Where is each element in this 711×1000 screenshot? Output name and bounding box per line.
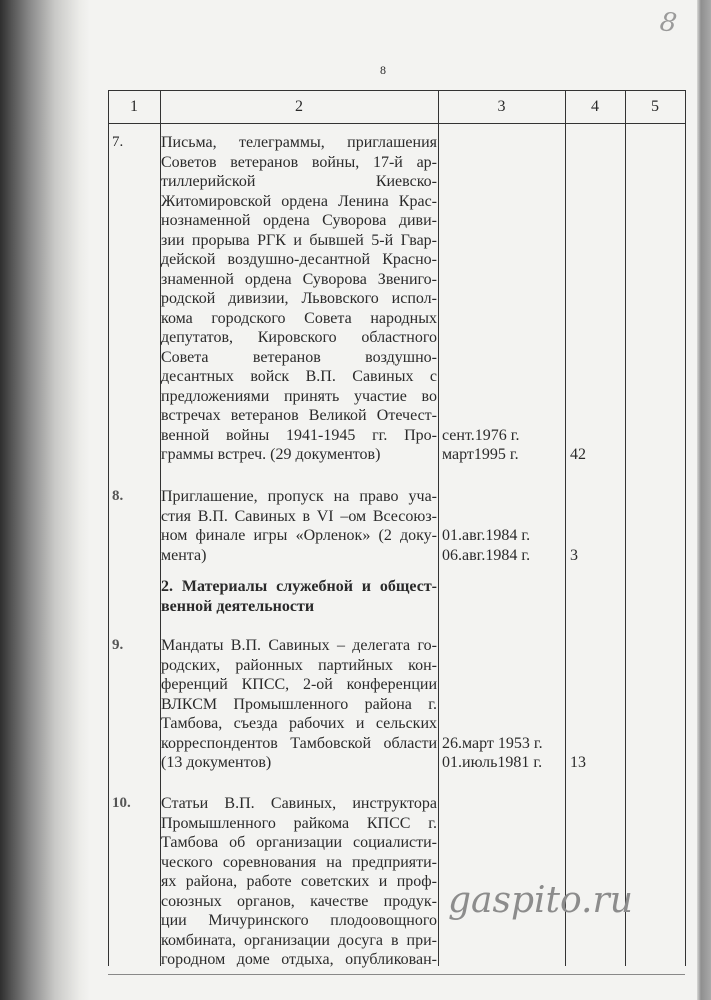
text-line: граммы встреч. (29 документов) [161,446,381,463]
text-line: стия В.П. Савиных в VI –ом Всесоюз- [161,507,437,525]
row-description [161,794,437,970]
text-line: Мандаты В.П. Савиных – делегата го- [161,637,437,654]
text-line: (13 документов) [161,754,272,771]
date: 26.март 1953 г. [442,734,543,752]
date: 01.июль1981 г. [442,754,543,771]
text-line: Статьи В.П. Савиных, инструктора [161,795,437,812]
text-line: мента) [161,546,207,564]
text-line: 2. Материалы служебной и общест- [161,578,437,595]
column-header-3: 3 [497,98,506,115]
text-line: Житомировской ордена Ленина Крас- [161,192,437,210]
page-number: 8 [380,63,386,77]
watermark: gaspito.ru [448,880,633,921]
table-bottom-edge [108,974,685,975]
column-header-2: 2 [295,98,303,115]
row-number: 7. [112,134,124,150]
sheet-count: 13 [570,754,586,771]
text-line: комбината, организации досуга в при- [161,931,437,949]
text-line: венной войны 1941-1945 гг. Про- [161,426,437,444]
row-description [161,487,437,565]
text-line: десантных войск В.П. Савиных с [161,368,437,385]
row-number: 10. [112,795,131,811]
text-line: родской дивизии, Львовского испол- [161,290,437,307]
column-divider [565,90,566,966]
text-line: встречах ветеранов Великой Отечест- [161,407,437,424]
scan-shadow-left [0,0,90,1000]
date: март1995 г. [442,446,519,463]
text-line: предложениями принять участие во [161,387,437,405]
row-number: 9. [112,637,124,653]
header-bottom-border [108,123,685,124]
text-line: ном финале игры «Орленок» (2 доку- [161,527,437,544]
sheet-count: 42 [570,446,586,463]
row-description [161,133,437,465]
text-line: корреспондентов Тамбовской области [161,734,437,752]
column-divider [685,90,686,966]
text-line: Тамбова, съезда рабочих и сельских [161,715,437,732]
date-range [442,526,530,565]
text-line: Совета ветеранов воздушно- [161,348,437,366]
text-line: знаменной ордена Суворова Звениго- [161,270,437,288]
section-heading [161,577,437,616]
sheet-count: 3 [570,546,578,564]
text-line: депутатов, Кировского областного [161,329,437,346]
text-line: ях района, работе советских и проф- [161,873,437,890]
handwritten-page-number: 8 [657,6,679,40]
text-line: ческого соревнования на предприяти- [161,853,437,871]
text-line: тиллерийской Киевско- [161,173,437,190]
scan-edge-right [697,0,711,1000]
date: 06.авг.1984 г. [442,546,531,564]
row-description [161,636,437,773]
column-divider [108,90,109,966]
row-number: 8. [112,488,124,504]
text-line: Промышленного райкома КПСС г. [161,814,437,832]
text-line: Советов ветеранов войны, 17-й ар- [161,153,437,171]
column-header-1: 1 [130,98,138,115]
text-line: ВЛКСМ Промышленного района г. [161,695,437,713]
text-line: родских, районных партийных кон- [161,656,437,674]
date-range [442,426,520,465]
date-range [442,734,543,773]
text-line: Тамбова об организации социалисти- [161,834,437,851]
text-line: союзных органов, качестве продук- [161,892,437,910]
text-line: венной деятельности [161,597,315,615]
text-line: ференций КПСС, 2-ой конференции [161,676,437,693]
text-line: Письма, телеграммы, приглашения [161,134,437,151]
column-header-5: 5 [651,98,659,115]
text-line: ции Мичуринского плодоовощного [161,912,437,929]
column-divider [438,90,439,966]
date: сент.1976 г. [442,426,520,444]
text-line: нознаменной ордена Суворова диви- [161,212,437,229]
text-line: городном доме отдыха, опубликован- [161,951,437,968]
text-line: зии прорыва РГК и бывшей 5-й Гвар- [161,231,437,249]
text-line: кома городского Совета народных [161,309,437,327]
text-line: Приглашение, пропуск на право уча- [161,488,437,505]
table-top-border [108,90,685,91]
text-line: дейской воздушно-десантной Красно- [161,251,437,268]
column-divider [625,90,626,966]
date: 01.авг.1984 г. [442,527,531,544]
column-header-4: 4 [591,98,599,115]
